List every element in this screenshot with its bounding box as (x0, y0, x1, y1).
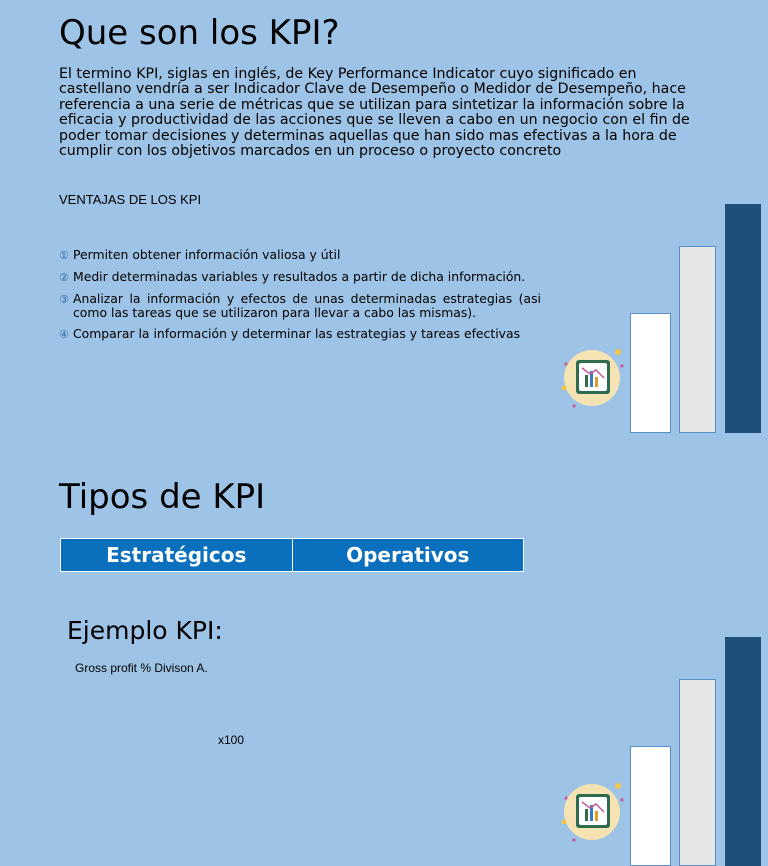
kpi-types-table (60, 538, 524, 572)
type-cell-estrategicos: Estratégicos (61, 539, 292, 571)
page-title: Que son los KPI? (59, 13, 340, 53)
decor-bar-dark (725, 637, 761, 866)
list-item (59, 248, 541, 262)
decor-bar-white (630, 746, 671, 866)
list-item-text: Comparar la información y determinar las estrategias y tareas efectivas (73, 326, 521, 341)
list-number: ③ (59, 293, 69, 306)
list-item (59, 292, 541, 319)
kpi-chart-badge-icon (560, 344, 628, 412)
kpi-definition-paragraph: El termino KPI, siglas en inglés, de Key Performance Indicator cuyo significado en castellano vendría a ser Indicador Clave de Desempeño o Medidor de Desempeño, hace referencia a una serie de métricas que se utilizan para sintetizar la información sobre la eficacia y productividad de las acciones que se lleven a cabo en un negocio con el fin de poder tomar decisiones y determinas aquellas que han sido mas efectivas a la hora de cumplir con los objetivos marcados en un proceso o proyecto concreto (59, 66, 690, 160)
list-item-text: Permiten obtener información valiosa y útil (73, 247, 341, 262)
ventajas-heading: VENTAJAS DE LOS KPI (59, 192, 202, 207)
list-number: ② (59, 271, 69, 284)
type-cell-operativos: Operativos (293, 539, 524, 571)
decor-bar-white (630, 313, 671, 433)
ventajas-list (59, 248, 541, 349)
decor-bar-gray (679, 246, 716, 433)
example-label: Gross profit % Divison A. (75, 661, 208, 675)
example-heading: Ejemplo KPI: (67, 616, 223, 645)
section-title-tipos: Tipos de KPI (59, 477, 266, 517)
multiplier-label: x100 (218, 733, 245, 747)
list-item (59, 327, 541, 341)
decor-bar-gray (679, 679, 716, 866)
list-number: ④ (59, 328, 69, 341)
list-item-text: Medir determinadas variables y resultados a partir de dicha información. (73, 269, 526, 284)
list-item (59, 270, 541, 284)
list-item-text: Analizar la información y efectos de unas determinadas estrategias (asi como las tareas que se utilizaron para llevar a cabo las mismas). (73, 291, 541, 320)
decor-bar-dark (725, 204, 761, 433)
list-number: ① (59, 249, 69, 262)
kpi-chart-badge-icon (560, 778, 628, 846)
